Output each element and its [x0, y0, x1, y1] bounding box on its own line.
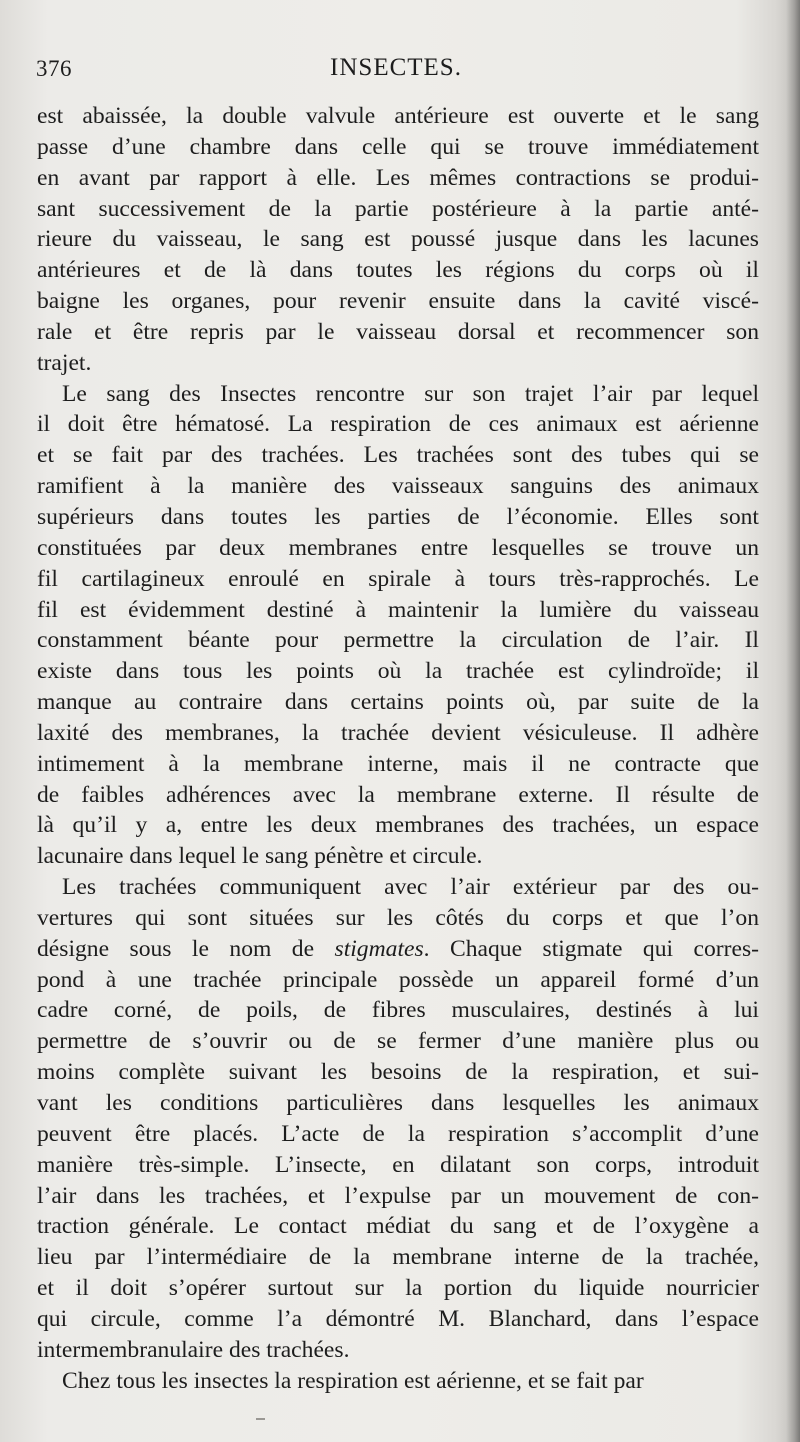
text-line: traction générale. Le contact médiat du sang et de l’oxygène a — [37, 1213, 759, 1240]
text-line: en avant par rapport à elle. Les mêmes contractions se produi- — [37, 164, 759, 191]
text-line: fil est évidemment destiné à maintenir la lumière du vaisseau — [37, 596, 759, 623]
text-line: moins complète suivant les besoins de la respiration, et sui- — [37, 1059, 759, 1086]
text-line: pond à une trachée principale possède un appareil formé d’un — [37, 966, 759, 993]
text-line: permettre de s’ouvrir ou de se fermer d’une manière plus ou — [37, 1028, 759, 1055]
paragraph — [37, 379, 759, 873]
text-line: l’air dans les trachées, et l’expulse par un mouvement de con- — [37, 1182, 759, 1209]
text-line: Chez tous les insectes la respiration est aérienne, et se fait par — [62, 1367, 644, 1394]
text-line: antérieures et de là dans toutes les régions du corps où il — [37, 257, 759, 284]
text-line: rale et être repris par le vaisseau dorsal et recommencer son — [37, 318, 759, 345]
body-text — [37, 101, 759, 1396]
text-line: baigne les organes, pour revenir ensuite dans la cavité viscé- — [37, 288, 759, 315]
text-line: constituées par deux membranes entre lesquelles se trouve un — [37, 534, 759, 561]
text-line: Les trachées communiquent avec l’air extérieur par des ou- — [62, 874, 759, 901]
text-line: ramifient à la manière des vaisseaux sanguins des animaux — [37, 473, 759, 500]
text-line: rieure du vaisseau, le sang est poussé jusque dans les lacunes — [37, 226, 759, 253]
text-line: lieu par l’intermédiaire de la membrane interne de la trachée, — [37, 1244, 759, 1271]
text-line: vertures qui sont situées sur les côtés du corps et que l’on — [37, 904, 759, 931]
text-line: et se fait par des trachées. Les trachées sont des tubes qui se — [37, 442, 759, 469]
text-line: cadre corné, de poils, de fibres musculaires, destinés à lui — [37, 997, 759, 1024]
page-number: 376 — [36, 56, 72, 81]
text-line: intermembranulaire des trachées. — [37, 1336, 350, 1363]
text-line: peuvent être placés. L’acte de la respiration s’accomplit d’une — [37, 1120, 759, 1147]
running-title: INSECTES. — [330, 54, 462, 81]
text-line: il doit être hématosé. La respiration de ces animaux est aérienne — [37, 411, 759, 438]
paragraph — [37, 872, 759, 1366]
text-line: trajet. — [37, 349, 92, 376]
text-line: existe dans tous les points où la trachée est cylindroïde; il — [37, 658, 759, 685]
text-line: sant successivement de la partie postérieure à la partie anté- — [37, 195, 759, 222]
text-line: qui circule, comme l’a démontré M. Blanchard, dans l’espace — [37, 1305, 759, 1332]
text-line: lacunaire dans lequel le sang pénètre et circule. — [37, 843, 483, 870]
page-header — [36, 52, 756, 88]
text-line: constamment béante pour permettre la circulation de l’air. Il — [37, 627, 759, 654]
text-line: manque au contraire dans certains points où, par suite de la — [37, 689, 759, 716]
text-line: fil cartilagineux enroulé en spirale à tours très-rapprochés. Le — [37, 565, 759, 592]
text-line: laxité des membranes, la trachée devient vésiculeuse. Il adhère — [37, 719, 759, 746]
text-line: de faibles adhérences avec la membrane externe. Il résulte de — [37, 781, 759, 808]
text-line: et il doit s’opérer surtout sur la portion du liquide nourricier — [37, 1275, 759, 1302]
text-line: désigne sous le nom de stigmates. Chaque stigmate qui corres- — [37, 935, 759, 962]
emphasis-term: stigmates — [334, 935, 424, 962]
text-line: manière très-simple. L’insecte, en dilatant son corps, introduit — [37, 1151, 759, 1178]
text-line: Le sang des Insectes rencontre sur son trajet l’air par lequel — [62, 380, 759, 407]
text-line: intimement à la membrane interne, mais il ne contracte que — [37, 750, 759, 777]
text-line: passe d’une chambre dans celle qui se trouve immédiatement — [37, 133, 759, 160]
text-line: vant les conditions particulières dans lesquelles les animaux — [37, 1090, 759, 1116]
paragraph — [37, 101, 759, 379]
paragraph — [37, 1366, 759, 1397]
footer-mark — [256, 1418, 265, 1420]
text-line: est abaissée, la double valvule antérieure est ouverte et le sang — [37, 103, 759, 129]
text-line: supérieurs dans toutes les parties de l’économie. Elles sont — [37, 503, 759, 530]
text-line: là qu’il y a, entre les deux membranes des trachées, un espace — [37, 812, 759, 839]
book-spine-shadow — [786, 0, 800, 1442]
